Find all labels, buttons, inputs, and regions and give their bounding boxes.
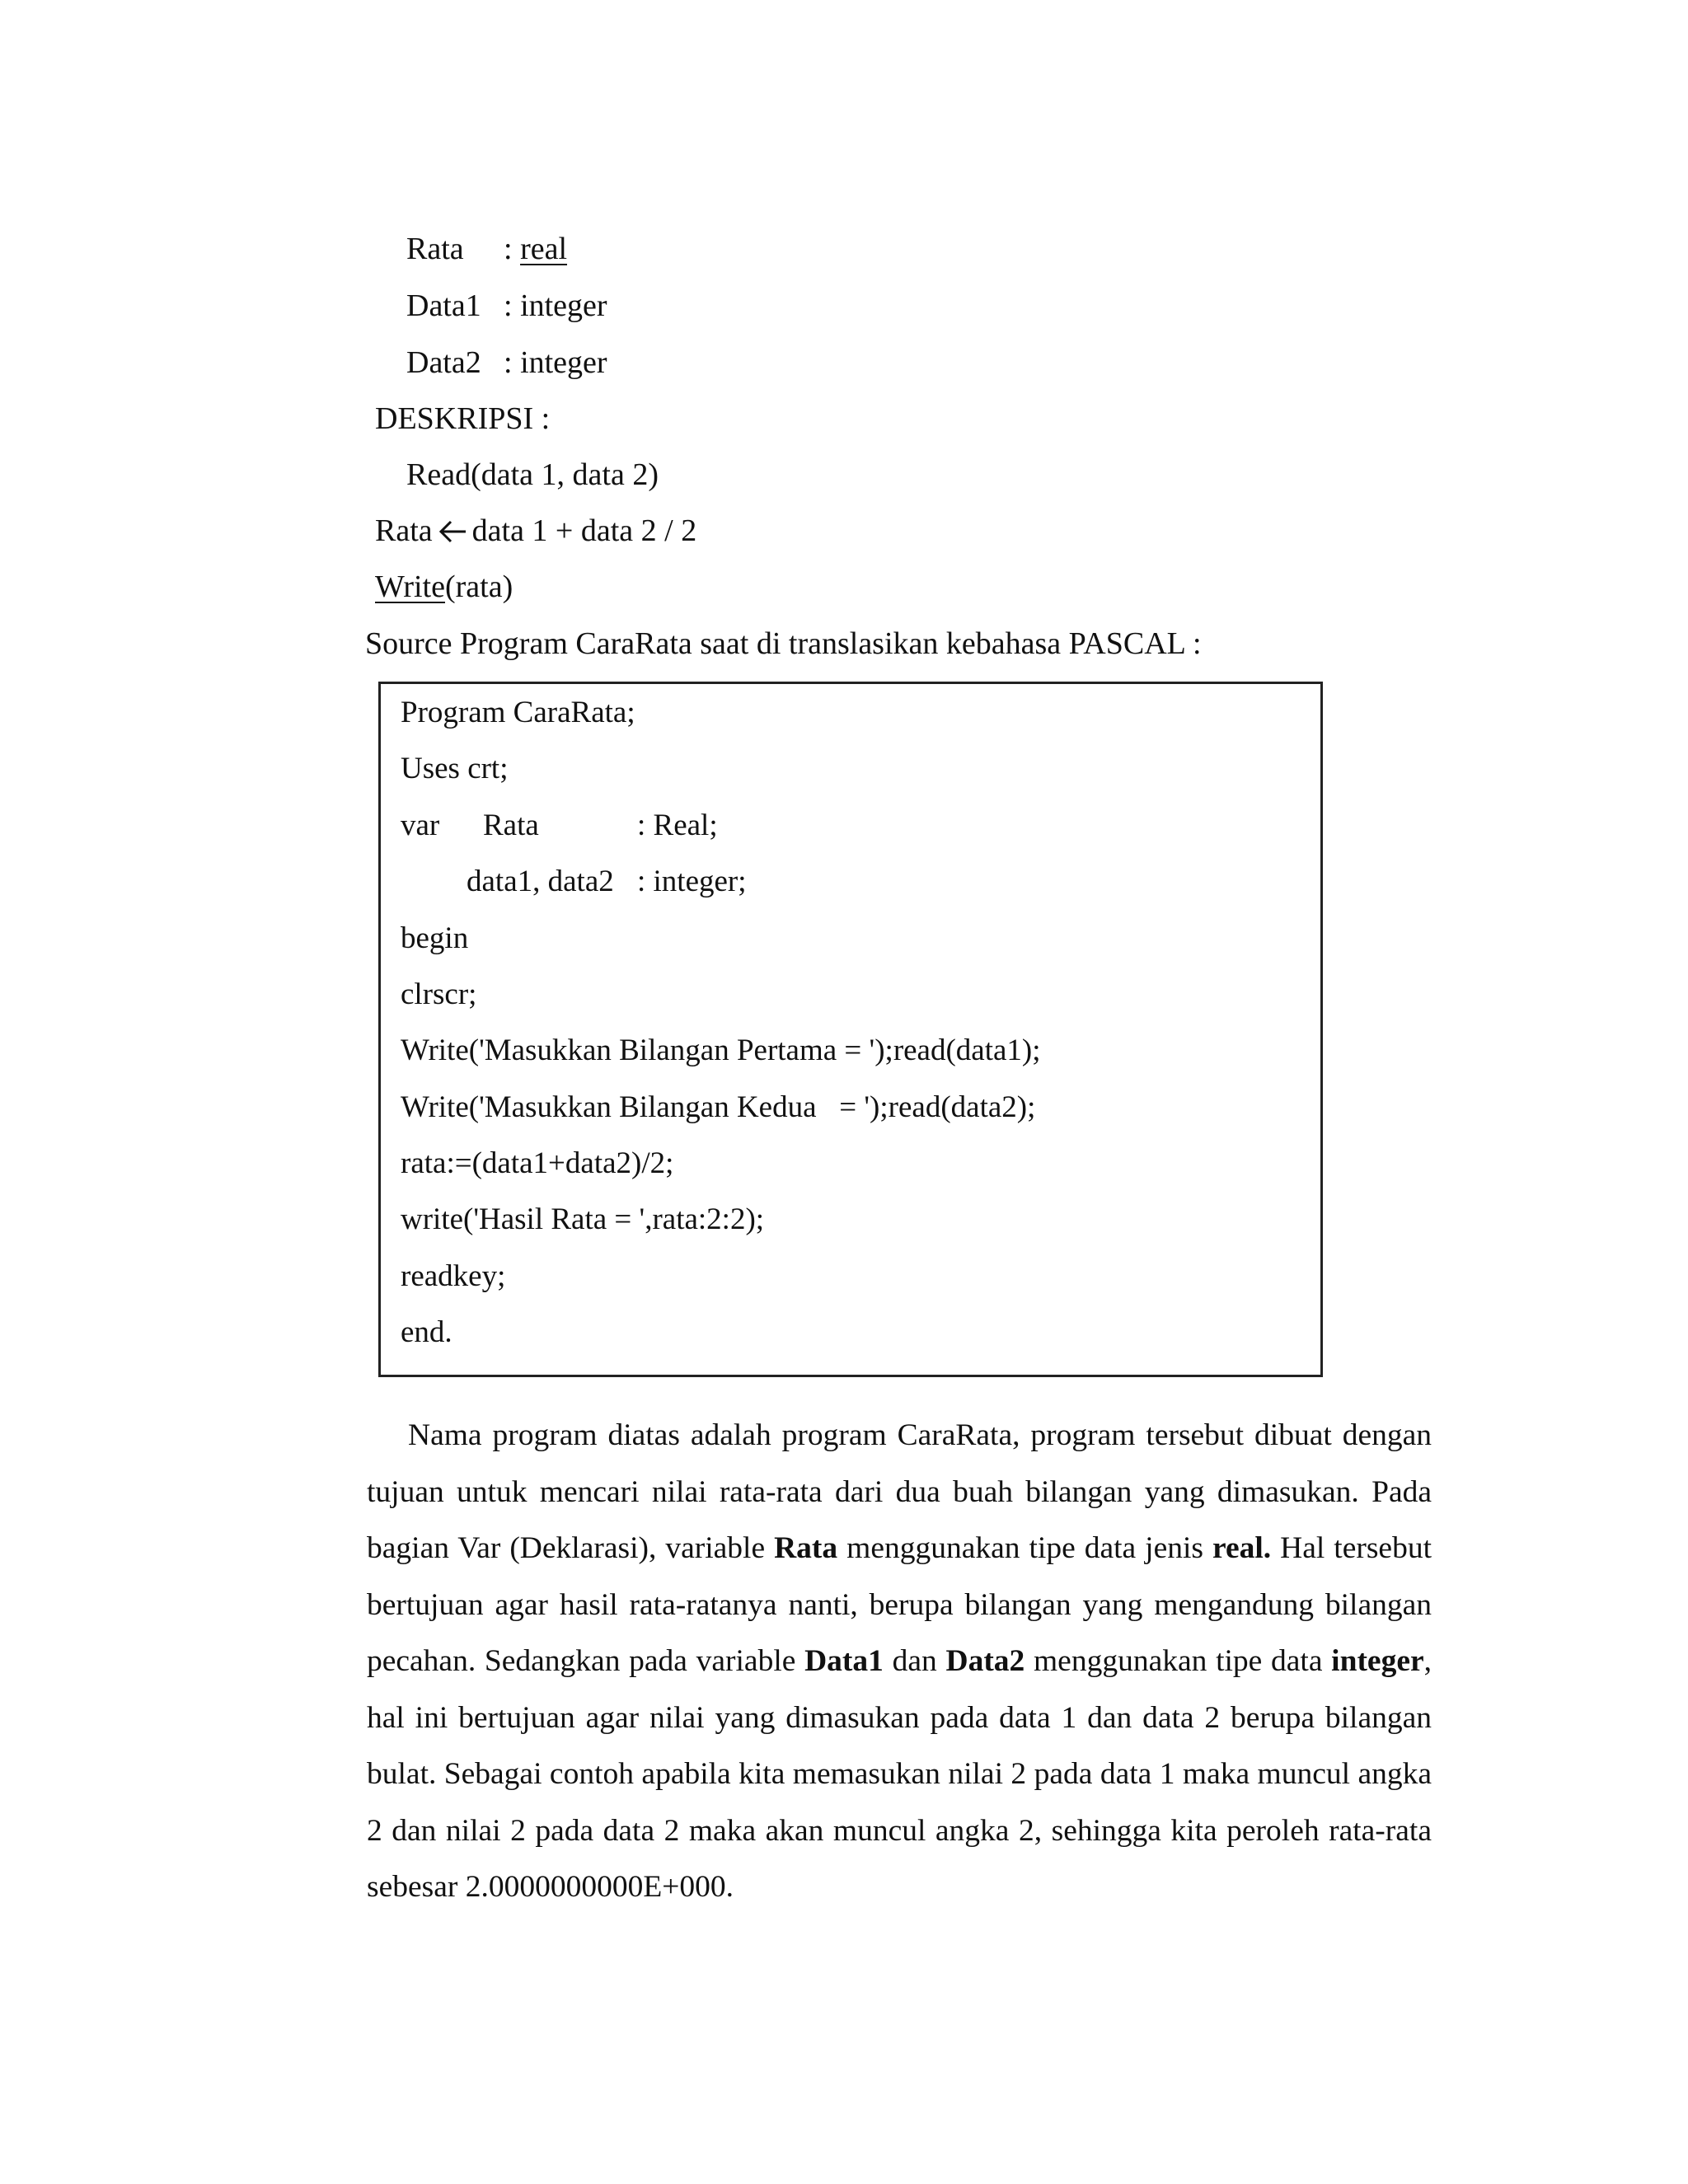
code-var-name: Rata <box>483 808 539 842</box>
assign-lhs: Rata <box>375 513 433 548</box>
decl-name: Data1 <box>406 288 481 323</box>
decl-name: Data2 <box>406 345 481 380</box>
decl-type-value: integer <box>520 345 607 380</box>
deskripsi-heading: DESKRIPSI : <box>375 401 551 436</box>
para-bold: Data2 <box>945 1644 1025 1678</box>
code-var-name: data1, data2 <box>467 865 614 898</box>
source-intro: Source Program CaraRata saat di translasikan kebahasa PASCAL : <box>365 626 1202 661</box>
assign-statement <box>375 512 696 550</box>
write-args: (rata) <box>444 569 513 604</box>
write-keyword: Write <box>375 569 445 604</box>
para-text: menggunakan tipe data <box>1025 1644 1332 1678</box>
code-var-type: : Real; <box>637 808 718 842</box>
para-text: Nama program diatas adalah program CaraRata, program tersebut dibuat dengan tujuan untuk mencari nilai rata-rata dari dua buah bilangan yang dimasukan. Pada bagian Var (Deklarasi), variable <box>367 1418 1432 1565</box>
para-bold: Data1 <box>804 1644 884 1678</box>
code-line: readkey; <box>401 1259 506 1293</box>
decl-data1 <box>406 287 736 325</box>
decl-type: : real <box>504 232 568 266</box>
code-line: var <box>401 808 440 842</box>
para-bold: Rata <box>774 1531 838 1565</box>
decl-type-value: integer <box>520 288 607 323</box>
code-line: rata:=(data1+data2)/2; <box>401 1146 674 1180</box>
code-line: end. <box>401 1315 452 1349</box>
code-line: Write('Masukkan Bilangan Kedua = ');read(data2); <box>401 1090 1036 1124</box>
para-text: menggunakan tipe data jenis <box>837 1531 1212 1565</box>
code-line: write('Hasil Rata = ',rata:2:2); <box>401 1202 765 1236</box>
code-box <box>378 682 1323 1377</box>
write-statement <box>375 568 513 606</box>
code-line: Uses crt; <box>401 752 509 785</box>
decl-rata <box>406 230 736 268</box>
code-line: begin <box>401 921 469 955</box>
code-var-type: : integer; <box>637 865 747 898</box>
para-bold: real. <box>1212 1531 1272 1565</box>
decl-type-value: real <box>520 232 568 266</box>
read-statement: Read(data 1, data 2) <box>406 457 659 492</box>
decl-name: Rata <box>406 232 464 266</box>
explanation-paragraph <box>367 1408 1432 1916</box>
decl-type: : integer <box>504 345 607 380</box>
code-line: Program CaraRata; <box>401 696 635 729</box>
assign-rhs: data 1 + data 2 / 2 <box>471 513 697 548</box>
para-text: , hal ini bertujuan agar nilai yang dimasukan pada data 1 dan data 2 berupa bilangan bulat. Sebagai contoh apabila kita memasukan nilai 2 pada data 1 maka muncul angka 2 dan nilai 2 pada data 2 maka akan muncul angka 2, sehingga kita peroleh rata-rata sebesar 2.0000000000E+000. <box>367 1644 1432 1904</box>
code-line: Write('Masukkan Bilangan Pertama = ');read(data1); <box>401 1033 1041 1067</box>
para-bold: integer <box>1331 1644 1424 1678</box>
decl-type: : integer <box>504 288 607 323</box>
left-arrow-icon <box>438 519 467 544</box>
code-line: clrscr; <box>401 977 477 1011</box>
para-text: dan <box>883 1644 946 1678</box>
decl-data2 <box>406 344 736 382</box>
para-text: Hal tersebut bertujuan agar hasil rata-ratanya nanti, berupa bilangan yang mengandung bilangan pecahan. Sedangkan pada variable <box>367 1531 1432 1678</box>
